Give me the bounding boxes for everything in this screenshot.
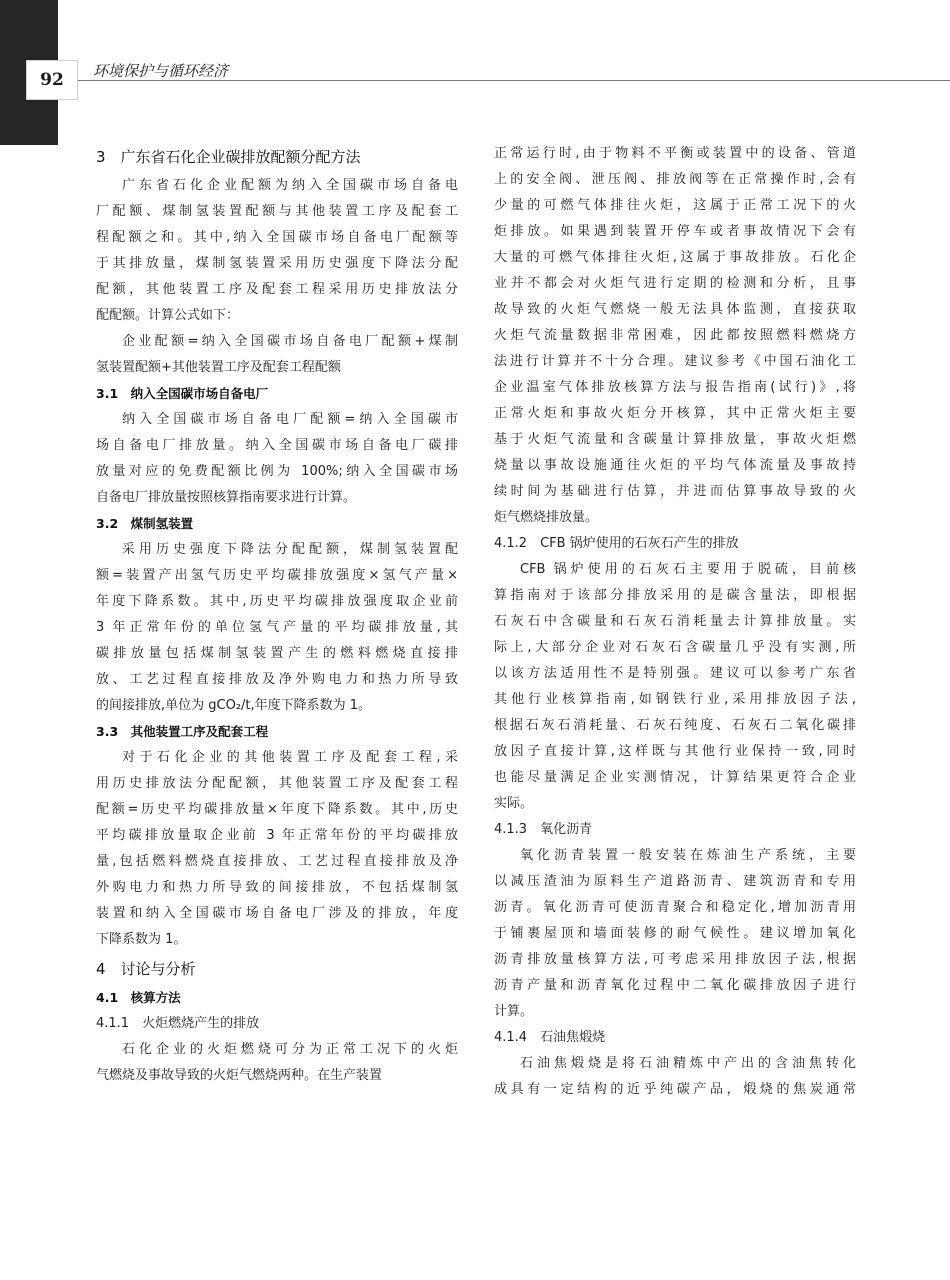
- page-number: 92: [26, 60, 78, 100]
- paragraph-line: 法进行计算并不十分合理。建议参考《中国石油化工: [494, 354, 856, 369]
- paragraph-line: 沥青。氧化沥青可使沥青聚合和稳定化,增加沥青用: [494, 900, 856, 915]
- paragraph-line: 气燃烧及事故导致的火炬气燃烧两种。在生产装置: [96, 1068, 383, 1083]
- paragraph-line: 厂配额、煤制氢装置配额与其他装置工序及配套工: [96, 204, 458, 219]
- paragraph-line: 业并不都会对火炬气进行定期的检测和分析，且事: [494, 276, 856, 291]
- paragraph-line: 企业配额=纳入全国碳市场自备电厂配额+煤制: [122, 334, 458, 349]
- subsection-heading: 4.1.2 CFB 锅炉使用的石灰石产生的排放: [494, 536, 739, 551]
- right-column: [494, 141, 856, 1103]
- paragraph-line: 大量的可燃气体排往火炬,这属于事故排放。石化企: [494, 250, 856, 265]
- paragraph-line: CFB 锅炉使用的石灰石主要用于脱硫，目前核: [520, 562, 856, 577]
- paragraph-line: 碳排放量包括煤制氢装置产生的燃料燃烧直接排: [96, 646, 458, 661]
- paragraph-line: 程配额之和。其中,纳入全国碳市场自备电厂配额等: [96, 230, 458, 245]
- paragraph-line: 放、工艺过程直接排放及净外购电力和热力所导致: [96, 672, 458, 687]
- paragraph-line: 以该方法适用性不是特别强。建议可以参考广东省: [494, 666, 856, 681]
- paragraph-line: 平均碳排放量取企业前 3 年正常年份的平均碳排放: [96, 828, 458, 843]
- paragraph-line: 实际。: [494, 796, 534, 811]
- paragraph-line: 成具有一定结构的近乎纯碳产品，煅烧的焦炭通常: [494, 1082, 856, 1097]
- paragraph-line: 正常火炬和事故火炬分开核算，其中正常火炬主要: [494, 406, 856, 421]
- paragraph-line: 也能尽量满足企业实测情况，计算结果更符合企业: [494, 770, 856, 785]
- paragraph-line: 其他行业核算指南,如钢铁行业,采用排放因子法,: [494, 692, 856, 707]
- paragraph-line: 对于石化企业的其他装置工序及配套工程,采: [122, 750, 458, 765]
- paragraph-line: 用历史排放法分配配额，其他装置工序及配套工程: [96, 776, 458, 791]
- paragraph-line: 广东省石化企业配额为纳入全国碳市场自备电: [122, 178, 458, 193]
- paragraph-line: 烧量以事故设施通往火炬的平均气体流量及事故持: [494, 458, 856, 473]
- paragraph-line: 外购电力和热力所导致的间接排放，不包括煤制氢: [96, 880, 458, 895]
- paragraph-line: 量,包括燃料燃烧直接排放、工艺过程直接排放及净: [96, 854, 458, 869]
- paragraph-line: 算指南对于该部分排放采用的是碳含量法，即根据: [494, 588, 856, 603]
- paragraph-line: 沥青产量和沥青氧化过程中二氧化碳排放因子进行: [494, 978, 856, 993]
- paragraph-line: 以减压渣油为原料生产道路沥青、建筑沥青和专用: [494, 874, 856, 889]
- subsection-heading: 4.1.3 氧化沥青: [494, 822, 593, 837]
- paragraph-line: 氢装置配额+其他装置工序及配套工程配额: [96, 360, 341, 375]
- paragraph-line: 火炬气流量数据非常困难，因此都按照燃料燃烧方: [494, 328, 856, 343]
- paragraph-line: 故导致的火炬气燃烧一般无法具体监测，直接获取: [494, 302, 856, 317]
- paragraph-line: 根据石灰石消耗量、石灰石纯度、石灰石二氧化碳排: [494, 718, 856, 733]
- paragraph-line: 放因子直接计算,这样既与其他行业保持一致,同时: [494, 744, 856, 759]
- section-heading: 4 讨论与分析: [96, 960, 196, 978]
- paragraph-line: 续时间为基础进行估算，并进而估算事故导致的火: [494, 484, 856, 499]
- paragraph-line: 配配额。计算公式如下：: [96, 308, 240, 323]
- paragraph-line: 配额=历史平均碳排放量×年度下降系数。其中,历史: [96, 802, 458, 817]
- subsection-heading: 4.1.4 石油焦煅烧: [494, 1030, 606, 1045]
- paragraph-line: 3 年正常年份的单位氢气产量的平均碳排放量,其: [96, 620, 458, 635]
- journal-title: 环境保护与循环经济: [93, 62, 229, 80]
- paragraph-line: 上的安全阀、泄压阀、排放阀等在正常操作时,会有: [494, 172, 856, 187]
- paragraph-line: 炬排放。如果遇到装置开停车或者事故情况下会有: [494, 224, 856, 239]
- subsection-heading: 3.1 纳入全国碳市场自备电厂: [96, 386, 269, 401]
- subsection-heading: 3.3 其他装置工序及配套工程: [96, 724, 269, 739]
- paragraph-line: 际上,大部分企业对石灰石含碳量几乎没有实测,所: [494, 640, 856, 655]
- paragraph-line: 下降系数为 1。: [96, 932, 187, 947]
- paragraph-line: 石油焦煅烧是将石油精炼中产出的含油焦转化: [520, 1056, 856, 1071]
- paragraph-line: 炬气燃烧排放量。: [494, 510, 599, 525]
- paragraph-line: 的间接排放,单位为 gCO₂/t,年度下降系数为 1。: [96, 698, 372, 713]
- paragraph-line: 于其排放量，煤制氢装置采用历史强度下降法分配: [96, 256, 458, 271]
- subsection-heading: 4.1.1 火炬燃烧产生的排放: [96, 1016, 260, 1031]
- paragraph-line: 装置和纳入全国碳市场自备电厂涉及的排放，年度: [96, 906, 458, 921]
- paragraph-line: 石灰石中含碳量和石灰石消耗量去计算排放量。实: [494, 614, 856, 629]
- left-column: [96, 141, 458, 1089]
- paragraph-line: 配额，其他装置工序及配套工程采用历史排放法分: [96, 282, 458, 297]
- paragraph-line: 少量的可燃气体排往火炬，这属于正常工况下的火: [494, 198, 856, 213]
- paragraph-line: 纳入全国碳市场自备电厂配额=纳入全国碳市: [122, 412, 458, 427]
- paragraph-line: 自备电厂排放量按照核算指南要求进行计算。: [96, 490, 357, 505]
- paragraph-line: 沥青排放量核算方法,可考虑采用排放因子法,根据: [494, 952, 856, 967]
- subsection-heading: 4.1 核算方法: [96, 990, 181, 1005]
- paragraph-line: 于铺裹屋顶和墙面装修的耐气候性。建议增加氧化: [494, 926, 856, 941]
- paragraph-line: 放量对应的免费配额比例为 100%;纳入全国碳市场: [96, 464, 458, 479]
- paragraph-line: 基于火炬气流量和含碳量计算排放量，事故火炬燃: [494, 432, 856, 447]
- paragraph-line: 采用历史强度下降法分配配额，煤制氢装置配: [122, 542, 458, 557]
- paragraph-line: 企业温室气体排放核算方法与报告指南(试行)》,将: [494, 380, 856, 395]
- paragraph-line: 氧化沥青装置一般安装在炼油生产系统，主要: [520, 848, 856, 863]
- paragraph-line: 年度下降系数。其中,历史平均碳排放强度取企业前: [96, 594, 458, 609]
- paragraph-line: 场自备电厂排放量。纳入全国碳市场自备电厂碳排: [96, 438, 458, 453]
- subsection-heading: 3.2 煤制氢装置: [96, 516, 194, 531]
- paragraph-line: 正常运行时,由于物料不平衡或装置中的设备、管道: [494, 146, 856, 161]
- paragraph-line: 额=装置产出氢气历史平均碳排放强度×氢气产量×: [96, 568, 458, 583]
- section-heading: 3 广东省石化企业碳排放配额分配方法: [96, 148, 361, 166]
- paragraph-line: 计算。: [494, 1004, 534, 1019]
- paragraph-line: 石化企业的火炬燃烧可分为正常工况下的火炬: [122, 1042, 458, 1057]
